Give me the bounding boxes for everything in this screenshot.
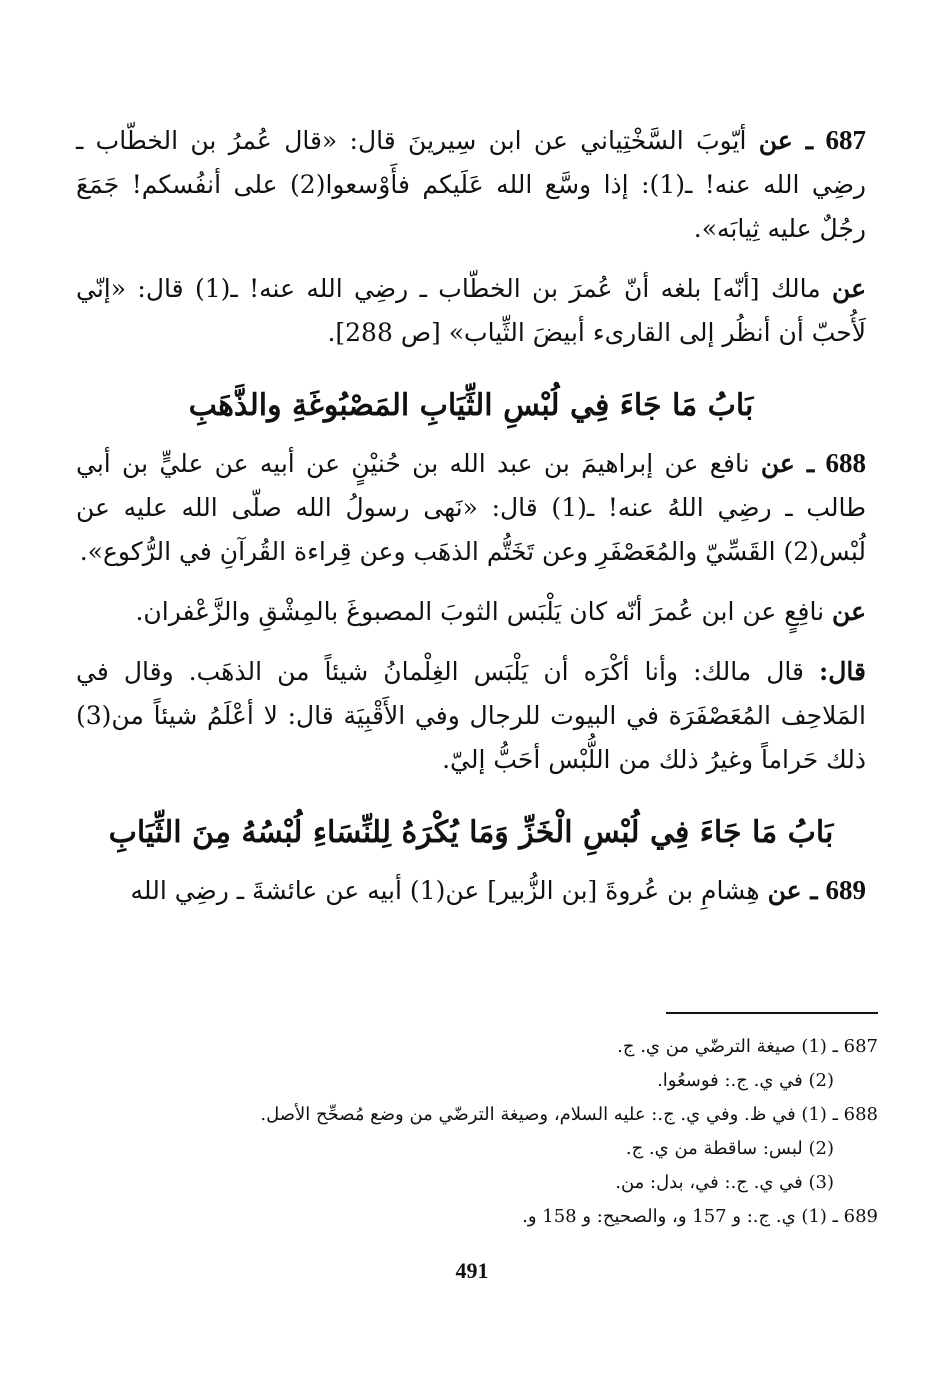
opinion-lead: قال:: [819, 657, 866, 686]
narration-text: مالك [أنّه] بلغه أنّ عُمرَ بن الخطّاب ـ رضِي الله عنه! ـ(1) قال: «إنّي لَأُحبّ أن أنظُر إلى القارىء أبيضَ الثِّياب» [ص 288].: [76, 274, 866, 347]
narration-lead: عن: [832, 274, 866, 303]
narration-text: نافِعٍ عن ابن عُمرَ أنّه كان يَلْبَس الثوبَ المصبوغَ بالمِشْقِ والزَّعْفران.: [135, 597, 825, 626]
chapter-heading-silk: بَابُ مَا جَاءَ فِي لُبْسِ الْخَزِّ وَمَا يُكْرَهُ لِلنِّسَاءِ لُبْسُهُ مِنَ الثِّيَابِ: [108, 815, 834, 850]
chapter-heading-dyed-clothes: بَابُ مَا جَاءَ فِي لُبْسِ الثِّيَابِ المَصْبُوغَةِ والذَّهَبِ: [188, 388, 754, 423]
hadith-text: هِشامِ بن عُروةَ [بن الزُّبير] عن(1) أبيه عن عائشةَ ـ رضِي الله: [130, 876, 760, 905]
hadith-687: [76, 118, 866, 251]
narration-nafi: [76, 590, 866, 634]
footnote-687-2: (2) في ي. ج.: فوسعُوا.: [657, 1070, 834, 1091]
hadith-text: نافع عن إبراهيمَ بن عبد الله بن حُنيْنٍ عن أبيه عن عليٍّ بن أبي طالب ـ رضِي اللهُ عنه! ـ(1) قال: «نَهى رسولُ الله صلّى الله عليه عن لُبْس(2) القَسِّيّ والمُعَصْفَرِ وعن تَخَتُّم الذهَب وعن قِراءة القُرآنِ في الرُّكوع».: [76, 449, 866, 566]
hadith-689: [76, 868, 866, 913]
hadith-text: أيّوبَ السَّخْتِياني عن ابن سِيرينَ قال: «قال عُمرُ بن الخطّاب ـ رضِي الله عنه! ـ(1): إذا وسَّع الله عَلَيكم فأَوْسعوا(2) على أنفُسكم! جَمَعَ رجُلٌ عليه ثِيابَه».: [76, 126, 867, 243]
hadith-number: 689: [825, 875, 866, 905]
hadith-lead: ـ عن: [758, 126, 814, 155]
footnote-688-1: 688 ـ (1) في ظ. وفي ي. ج.: عليه السلام، وصيغة الترضّي من وضع مُصحِّح الأصل.: [260, 1104, 878, 1125]
malik-opinion: [76, 650, 866, 782]
page-number: 491: [455, 1258, 489, 1283]
footnote-687-1: 687 ـ (1) صيغة الترضّي من ي. ج.: [617, 1036, 878, 1057]
hadith-number: 687: [825, 125, 866, 155]
footnote-688-3: (3) في ي. ج.: في، بدل: من.: [615, 1172, 834, 1193]
narration-lead: عن: [832, 597, 866, 626]
footnote-688-2: (2) لبس: ساقطة من ي. ج.: [625, 1138, 834, 1159]
main-text: [76, 118, 866, 929]
footnote-689-1: 689 ـ (1) ي. ج.: و 157 و، والصحيح: و 158 و.: [522, 1206, 878, 1227]
hadith-lead: ـ عن: [760, 449, 815, 478]
footnote-divider: [666, 1012, 878, 1014]
footnotes: [58, 1030, 878, 1234]
hadith-number: 688: [825, 448, 867, 478]
narration-malik-white-clothes: [76, 267, 866, 355]
hadith-lead: ـ عن: [767, 876, 818, 905]
opinion-text: قال مالك: وأنا أكْرَه أن يَلْبَس الغِلْمانُ شيئاً من الذهَب. وقال في المَلاحِف المُعَصْفَرَة في البيوت للرجال وفي الأَقْبِيَة قال: لا أعْلَمُ شيئاً من(3) ذلك حَراماً وغيرُ ذلك من اللُّبْس أحَبُّ إليّ.: [76, 657, 866, 774]
hadith-688: [76, 441, 866, 574]
